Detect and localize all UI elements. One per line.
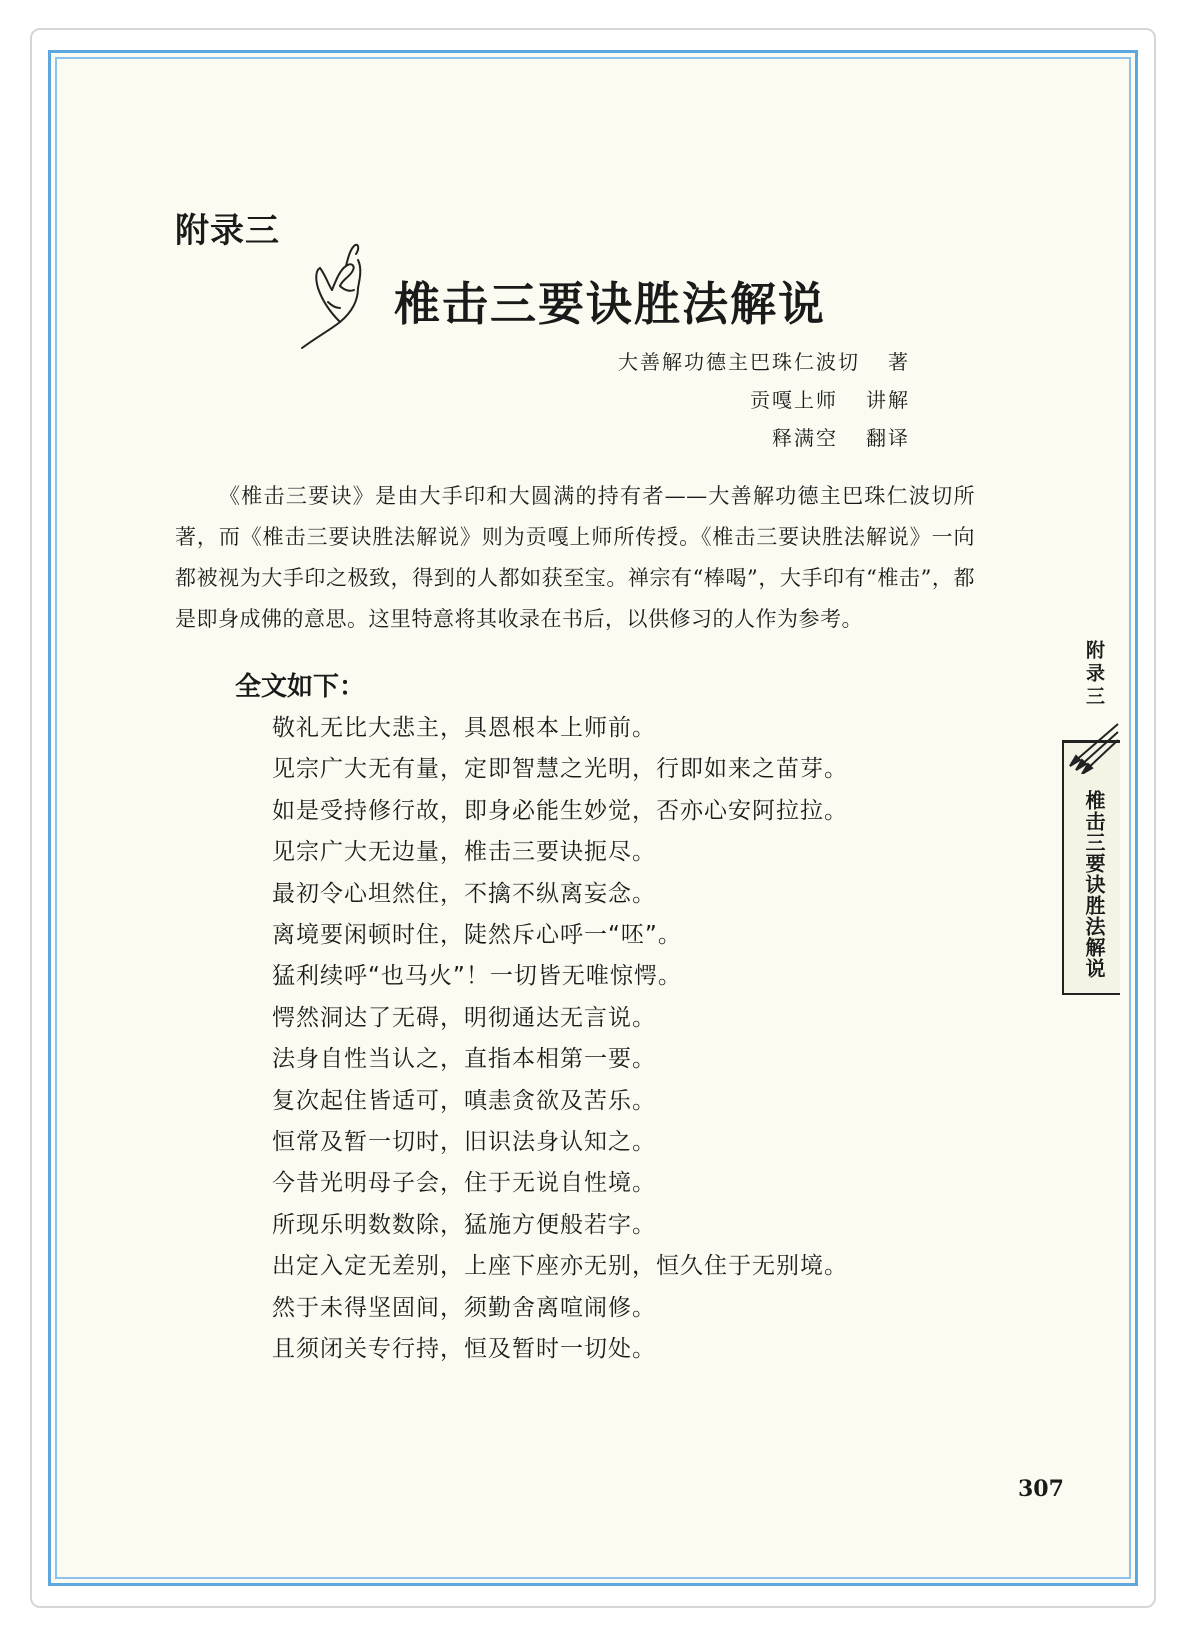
- verse-line: 复次起住皆适可，嗔恚贪欲及苦乐。: [272, 1087, 656, 1114]
- verse-line: 如是受持修行故，即身必能生妙觉，否亦心安阿拉拉。: [272, 797, 848, 824]
- byline-author: [618, 346, 910, 375]
- author-role: 著: [888, 350, 910, 374]
- byline-lecturer: [750, 384, 910, 413]
- intro-paragraph: 《椎击三要诀》是由大手印和大圆满的持有者——大善解功德主巴珠仁波切所著，而《椎击三要诀胜法解说》则为贡嘎上师所传授。《椎击三要诀胜法解说》一向都被视为大手印之极致，得到的人都如获至宝。禅宗有“棒喝”，大手印有“椎击”，都是即身成佛的意思。这里特意将其收录在书后，以供修习的人作为参考。: [175, 484, 975, 631]
- page-title: 椎击三要诀胜法解说: [394, 277, 826, 331]
- translator-name: 释满空: [772, 426, 838, 450]
- verse-line: 然于未得坚固间，须勤舍离喧闹修。: [272, 1294, 656, 1321]
- verse-line: 法身自性当认之，直指本相第一要。: [272, 1046, 656, 1073]
- verse-line: 愕然洞达了无碍，明彻通达无言说。: [272, 1004, 656, 1031]
- author-name: 大善解功德主巴珠仁波切: [618, 350, 860, 374]
- verse-line: 敬礼无比大悲主，具恩根本上师前。: [272, 715, 656, 741]
- page-number: 307: [1018, 1476, 1064, 1502]
- verse-line: 且须闭关专行持，恒及暂时一切处。: [272, 1336, 656, 1363]
- verse-line: 恒常及暂一切时，旧识法身认知之。: [272, 1129, 656, 1156]
- mudra-hand-icon: [300, 240, 380, 350]
- lecturer-name: 贡嘎上师: [750, 388, 838, 412]
- lecturer-role: 讲解: [866, 388, 910, 412]
- verse-line: 出定入定无差别，上座下座亦无别，恒久住于无别境。: [272, 1253, 848, 1280]
- byline-translator: [772, 422, 910, 451]
- translator-role: 翻译: [866, 426, 910, 450]
- verse-line: 猛利续呼“也马火”！一切皆无唯惊愕。: [272, 963, 682, 990]
- fulltext-heading: 全文如下：: [235, 672, 366, 702]
- verse-line: 所现乐明数数除，猛施方便般若字。: [272, 1211, 656, 1238]
- verse-line: 见宗广大无有量，定即智慧之光明，行即如来之苗芽。: [272, 756, 848, 783]
- verse-list: [272, 708, 848, 1371]
- verse-line: 最初令心坦然住，不擒不纵离妄念。: [272, 880, 656, 907]
- arrows-icon: [1064, 722, 1120, 774]
- side-tab-appendix: 附录三: [1083, 640, 1105, 709]
- appendix-label: 附录三: [175, 211, 280, 251]
- verse-line: 离境要闲顿时住，陡然斥心呼一“呸”。: [272, 922, 682, 949]
- verse-line: 今昔光明母子会，住于无说自性境。: [272, 1170, 656, 1197]
- verse-line: 见宗广大无边量，椎击三要诀扼尽。: [272, 839, 656, 866]
- side-tab-title: 椎击三要诀胜法解说: [1082, 790, 1106, 979]
